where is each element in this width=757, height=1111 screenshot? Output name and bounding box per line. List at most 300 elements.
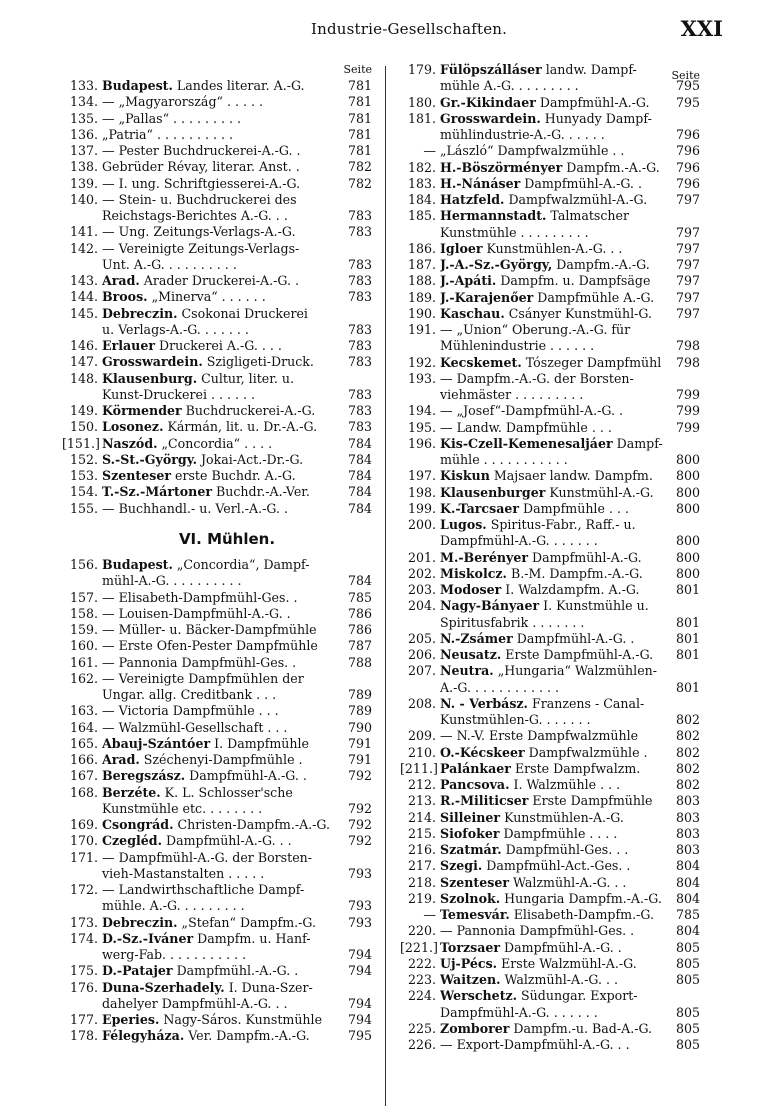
entry-desc: — N.-V. Erste Dampfwalzmühle [440, 728, 639, 744]
index-entry [400, 111, 700, 127]
entry-number: 146. [69, 338, 98, 353]
index-entry [400, 355, 700, 371]
entry-name: Körmender [102, 403, 182, 418]
entry-page: 799 [675, 419, 700, 435]
entry-page: 796 [675, 175, 700, 191]
entry-number: 139. [69, 175, 98, 191]
entry-page [342, 785, 372, 801]
entry-desc: — „Union“ Oberung.-A.-G. für [440, 322, 631, 337]
entry-text [102, 192, 342, 208]
entry-text [440, 598, 670, 614]
entry-page: 802 [675, 728, 700, 744]
entry-number: 203. [407, 582, 436, 597]
index-entry [62, 306, 372, 322]
entry-desc: Csokonai Druckerei [177, 305, 308, 321]
entry-page: 784 [347, 573, 372, 589]
entry-name: Fülöpszálláser [440, 62, 542, 77]
entry-desc: Buchdruckerei-A.-G. [181, 403, 316, 418]
entry-text [440, 225, 670, 241]
entry-number: 145. [69, 305, 98, 321]
entry-page: 781 [347, 126, 372, 142]
entry-text [440, 306, 670, 322]
index-entry [400, 1005, 700, 1021]
entry-name: H.-Nánáser [440, 175, 521, 191]
index-entry [400, 273, 700, 289]
entry-number: 163. [69, 703, 98, 719]
entry-number: 147. [69, 354, 98, 370]
entry-desc: Kunstmühlen-A.-G. [500, 809, 624, 825]
entry-number: 177. [69, 1012, 98, 1027]
index-entry [62, 419, 372, 435]
entry-text [440, 208, 670, 224]
index-entry [62, 898, 372, 914]
entry-text [440, 972, 670, 988]
entry-number: 153. [69, 468, 98, 483]
index-entry [400, 875, 700, 891]
index-entry [62, 915, 372, 931]
entry-text [440, 550, 670, 566]
index-entry [400, 972, 700, 988]
entry-text [440, 290, 670, 306]
entry-page [342, 931, 372, 947]
entry-number: 135. [69, 110, 98, 126]
entry-name: Kaschau. [440, 305, 505, 321]
entry-page: 784 [347, 468, 372, 483]
entry-page [670, 208, 700, 224]
entry-text [102, 338, 342, 354]
entry-desc: Jokai-Act.-Dr.-G. [196, 451, 304, 467]
entry-text [440, 858, 670, 874]
entry-page: 805 [675, 939, 700, 955]
entry-page: 794 [347, 947, 372, 962]
entry-page: 797 [675, 273, 700, 289]
entry-number: 190. [407, 305, 436, 321]
entry-text [102, 322, 342, 338]
entry-text [102, 159, 342, 175]
entry-text [102, 436, 342, 452]
index-entry [62, 833, 372, 849]
entry-number: 191. [407, 322, 436, 337]
entry-text [440, 875, 670, 891]
entry-number: 140. [69, 191, 98, 207]
index-entry [62, 931, 372, 947]
index-entry [62, 1028, 372, 1044]
entry-number: 159. [69, 622, 98, 637]
entry-text [440, 923, 670, 939]
entry-page: 796 [675, 143, 700, 159]
entry-page: 801 [675, 630, 700, 646]
entry-text [440, 257, 670, 273]
index-entry [400, 322, 700, 338]
entry-text [102, 468, 342, 484]
entry-page: 783 [347, 273, 372, 288]
index-entry [62, 127, 372, 143]
index-entry [62, 801, 372, 817]
entry-page: 804 [675, 858, 700, 874]
entry-text [440, 582, 670, 598]
entry-name: Werschetz. [440, 988, 518, 1004]
entry-text [440, 1037, 670, 1053]
entry-desc: Dampfwalzmühl-A.-G. [504, 192, 648, 207]
entry-page: 805 [675, 955, 700, 971]
entry-page: 801 [675, 679, 700, 695]
entry-page: 790 [347, 719, 372, 735]
entry-number: 143. [69, 273, 98, 288]
entry-number: 166. [69, 752, 98, 767]
entry-page [670, 517, 700, 533]
entry-desc: — Pester Buchdruckerei-A.-G. . [102, 143, 301, 158]
index-entry [62, 622, 372, 638]
index-entry [400, 696, 700, 712]
entry-text [102, 241, 342, 257]
entry-page: 781 [347, 94, 372, 110]
index-entry [400, 176, 700, 192]
entry-text [102, 703, 342, 719]
entry-page: 784 [347, 484, 372, 500]
entry-desc: Nagy-Sáros. Kunstmühle [159, 1012, 323, 1027]
entry-page [342, 306, 372, 322]
entry-text [440, 566, 670, 582]
entry-text [440, 468, 670, 484]
index-entry [400, 842, 700, 858]
entry-name: Czegléd. [102, 833, 162, 849]
entry-name: Félegyháza. [102, 1028, 185, 1044]
entry-name: Budapest. [102, 557, 173, 572]
entry-desc: A.-G. . . . . . . . . . . . [440, 679, 560, 695]
entry-desc: mühlindustrie-A.-G. . . . . . [440, 127, 605, 142]
entry-page: 796 [675, 159, 700, 175]
entry-page [670, 322, 700, 338]
entry-desc: Dampfmühl-A.-G. . [520, 175, 642, 191]
entry-desc: — Dampfmühl-A.-G. der Borsten- [102, 849, 313, 865]
entry-number: 179. [407, 62, 436, 77]
entry-name: Arad. [102, 273, 140, 288]
entry-name: J.-Apáti. [440, 273, 497, 289]
entry-text [102, 947, 342, 963]
entry-text [440, 956, 670, 972]
entry-number: 198. [407, 484, 436, 500]
index-entry [62, 850, 372, 866]
entry-name: Erlauer [102, 338, 155, 353]
entry-page: 793 [347, 865, 372, 881]
index-entry [62, 606, 372, 622]
entry-desc: vieh-Mastanstalten . . . . . [102, 865, 265, 881]
entry-page: 786 [347, 622, 372, 637]
entry-page [342, 192, 372, 208]
entry-page: 783 [347, 386, 372, 402]
entry-page: 802 [675, 760, 700, 776]
entry-number: 218. [407, 874, 436, 890]
entry-text [102, 996, 342, 1012]
entry-desc: Spiritus-Fabr., Raff.- u. [486, 517, 636, 532]
entry-desc: Kunstmühl-A.-G. [545, 484, 654, 500]
entry-desc: „Minerva“ . . . . . . [147, 289, 266, 305]
entry-number: 226. [407, 1037, 436, 1052]
entry-number: 207. [407, 663, 436, 679]
section-title: VI. Mühlen. [178, 529, 276, 548]
entry-text [102, 111, 342, 127]
entry-text [440, 907, 670, 923]
entry-page: 795 [675, 94, 700, 110]
entry-text [102, 785, 342, 801]
index-entry [62, 484, 372, 500]
entry-number: 182. [407, 159, 436, 175]
entry-text [102, 371, 342, 387]
entry-number: 212. [407, 777, 436, 792]
index-entry [400, 452, 700, 468]
entry-text [440, 728, 670, 744]
entry-text [102, 501, 342, 517]
entry-page: 793 [347, 898, 372, 914]
index-entry [62, 882, 372, 898]
index-entry [62, 257, 372, 273]
entry-text [102, 882, 342, 898]
entry-page: 794 [347, 1012, 372, 1027]
entry-desc: Hunyady Dampf- [540, 110, 652, 126]
entry-name: Naszód. [102, 435, 158, 451]
entry-text [102, 590, 342, 606]
entry-name: Budapest. [102, 78, 173, 93]
entry-text [440, 371, 670, 387]
entry-desc: Mühlenindustrie . . . . . . [440, 338, 595, 354]
entry-desc: Reichstags-Berichtes A.-G. . . [102, 208, 288, 223]
entry-page: 787 [347, 638, 372, 654]
entry-desc: Dampfmühl-Act.-Ges. . [482, 858, 631, 874]
entry-number: 157. [69, 589, 98, 605]
index-entry [62, 452, 372, 468]
index-entry [62, 159, 372, 175]
entry-desc: Franzens - Canal- [527, 695, 645, 711]
entry-page: 797 [675, 289, 700, 305]
entry-name: Palánkaer [440, 760, 511, 776]
entry-text [102, 606, 342, 622]
index-entry [400, 988, 700, 1004]
entry-page: 792 [347, 800, 372, 816]
entry-number: 169. [69, 817, 98, 832]
entry-number: 195. [407, 419, 436, 435]
page-number: XXI [680, 16, 723, 41]
entry-number: 144. [69, 289, 98, 305]
entry-desc: Arader Druckerei-A.-G. . [139, 273, 300, 288]
entry-page: 798 [675, 354, 700, 370]
left-list-printing [62, 78, 372, 517]
entry-page: 781 [347, 78, 372, 93]
entry-text [440, 420, 670, 436]
entry-page: 802 [675, 712, 700, 727]
entry-page: 783 [347, 419, 372, 435]
entry-page: 784 [347, 451, 372, 467]
entry-name: Klausenburg. [102, 370, 198, 386]
entry-text [102, 1028, 342, 1044]
entry-desc: Dampfmühl-A.-G. . . . . . . [440, 533, 598, 549]
entry-text [440, 615, 670, 631]
entry-page: 800 [675, 484, 700, 500]
entry-desc: Dampfmühl.-A.-G. . [172, 963, 299, 979]
index-entry [62, 655, 372, 671]
entry-text [102, 573, 342, 589]
entry-name: M.-Berényer [440, 549, 528, 565]
entry-number: 183. [407, 175, 436, 191]
entry-number: 213. [407, 793, 436, 809]
entry-page [670, 371, 700, 387]
entry-desc: — Müller- u. Bäcker-Dampfmühle [102, 622, 317, 637]
entry-number: 222. [407, 955, 436, 971]
entry-page: 783 [347, 403, 372, 418]
entry-desc: I. Dampfmühle [210, 735, 310, 751]
entry-text [102, 78, 342, 94]
entry-desc: Erste Dampfwalzm. [510, 760, 641, 776]
entry-page: 800 [675, 468, 700, 484]
index-entry [62, 720, 372, 736]
entry-text [102, 94, 342, 110]
index-entry [62, 785, 372, 801]
entry-name: J.-A.-Sz.-György, [440, 257, 553, 272]
entry-number: 154. [69, 484, 98, 500]
index-entry [62, 176, 372, 192]
entry-desc: mühle . . . . . . . . . . . [440, 452, 568, 467]
index-entry [62, 557, 372, 573]
entry-text [102, 833, 342, 849]
index-entry [62, 866, 372, 882]
entry-number: 187. [407, 257, 436, 272]
entry-name: Gr.-Kikindaer [440, 94, 536, 110]
entry-text [440, 273, 670, 289]
entry-text [440, 1005, 670, 1021]
entry-text [440, 940, 670, 956]
entry-number: 148. [69, 370, 98, 386]
entry-desc: Dampfmühl-A.-G. . [500, 939, 622, 955]
entry-page: 784 [347, 435, 372, 451]
entry-text [440, 403, 670, 419]
entry-desc: — I. ung. Schriftgiesserei-A.-G. [102, 175, 301, 191]
entry-desc: I. Duna-Szer- [224, 979, 313, 995]
entry-page [342, 557, 372, 573]
index-entry [62, 501, 372, 517]
entry-page: 791 [347, 735, 372, 751]
entry-page: 801 [675, 582, 700, 597]
entry-number: [151.] [62, 435, 100, 451]
entry-number: 168. [69, 784, 98, 800]
index-entry [400, 647, 700, 663]
entry-text [440, 712, 670, 728]
entry-desc: Majsaer landw. Dampfm. [489, 468, 653, 484]
entry-page: 795 [675, 78, 700, 94]
entry-desc: B.-M. Dampfm.-A.-G. [506, 565, 643, 581]
entry-desc: — Landwirthschaftliche Dampf- [102, 882, 305, 897]
entry-text [102, 655, 342, 671]
entry-page: 800 [675, 549, 700, 565]
entry-name: R.-Militicser [440, 793, 529, 809]
entry-desc: Talmatscher [546, 208, 629, 224]
entry-number: 197. [407, 468, 436, 484]
entry-page: 804 [675, 890, 700, 906]
entry-text [102, 866, 342, 882]
entry-desc: Széchenyi-Dampfmühle . [139, 752, 303, 767]
entry-number: 172. [69, 882, 98, 897]
entry-page: 792 [347, 768, 372, 784]
entry-text [440, 192, 670, 208]
entry-page: 804 [675, 923, 700, 939]
entry-number: 189. [407, 289, 436, 305]
entry-name: Miskolcz. [440, 565, 507, 581]
entry-text [102, 143, 342, 159]
entry-number: 192. [407, 354, 436, 370]
index-entry [62, 208, 372, 224]
entry-number: 141. [69, 224, 98, 240]
entry-desc: — Stein- u. Buchdruckerei des [102, 191, 297, 207]
entry-name: H.-Böszörményer [440, 159, 563, 175]
entry-page: 799 [675, 387, 700, 402]
entry-text [440, 501, 670, 517]
entry-number: 184. [407, 192, 436, 207]
entry-name: Kecskemet. [440, 354, 522, 370]
entry-page: 801 [675, 647, 700, 662]
index-entry [400, 143, 700, 159]
entry-desc: Dampf- [612, 435, 663, 451]
entry-desc: Dampfmühl-A.-G. . . . . . . [440, 1004, 598, 1020]
entry-number: 164. [69, 719, 98, 735]
page-header [0, 14, 757, 44]
entry-number: 133. [69, 78, 98, 93]
index-entry [400, 533, 700, 549]
entry-text [102, 963, 342, 979]
entry-number: 152. [69, 451, 98, 467]
entry-page: 800 [675, 533, 700, 549]
entry-page: 805 [675, 1004, 700, 1020]
entry-number: 160. [69, 638, 98, 654]
entry-desc: Kunst-Druckerei . . . . . . [102, 386, 256, 402]
index-entry [62, 111, 372, 127]
entry-number: 134. [69, 94, 98, 110]
entry-page: 799 [675, 403, 700, 419]
entry-page: 789 [347, 703, 372, 719]
entry-desc: „Patria“ . . . . . . . . . . [102, 126, 234, 142]
entry-number: 181. [407, 110, 436, 126]
entry-number: 200. [407, 517, 436, 532]
index-entry [62, 768, 372, 784]
entry-text [102, 898, 342, 914]
entry-text [440, 111, 670, 127]
entry-name: Hermannstadt. [440, 208, 547, 224]
entry-name: Lugos. [440, 517, 487, 532]
entry-desc: I. Kunstmühle u. [539, 598, 649, 614]
entry-name: Broos. [102, 289, 148, 305]
entry-name: Igloer [440, 240, 483, 256]
entry-page: 797 [675, 305, 700, 321]
index-entry [62, 671, 372, 687]
entry-number: 199. [407, 500, 436, 516]
entry-name: Debreczin. [102, 914, 178, 930]
entry-desc: Erste Walzmühl-A.-G. [497, 955, 637, 971]
entry-text [102, 224, 342, 240]
entry-desc: Buchdr.-A.-Ver. [211, 484, 310, 500]
entry-name: Modoser [440, 582, 502, 597]
entry-name: D.-Sz.-Iváner [102, 930, 194, 946]
entry-desc: Dampfmühl-A.-G. . [185, 768, 307, 784]
index-entry [62, 387, 372, 403]
entry-number: 155. [69, 500, 98, 516]
entry-number: 206. [407, 647, 436, 662]
entry-page: 797 [675, 257, 700, 272]
right-list-mills [400, 78, 700, 1053]
index-entry [62, 703, 372, 719]
entry-text [102, 208, 342, 224]
entry-desc: viehmäster . . . . . . . . . [440, 387, 584, 402]
entry-name: Nagy-Bányaer [440, 598, 540, 614]
entry-desc: Unt. A.-G. . . . . . . . . . [102, 256, 237, 272]
entry-desc: Kármán, lit. u. Dr.-A.-G. [163, 419, 318, 435]
entry-desc: „Concordia“, Dampf- [172, 557, 310, 572]
